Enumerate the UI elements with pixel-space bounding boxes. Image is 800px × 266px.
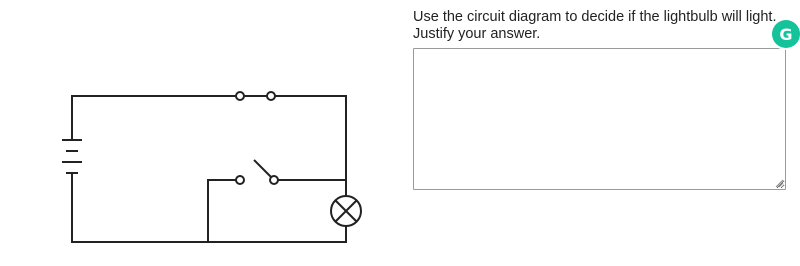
branch-vertical-wire	[208, 180, 236, 242]
answer-textarea[interactable]	[413, 48, 786, 190]
lightbulb	[331, 196, 361, 226]
grammarly-icon[interactable]	[772, 20, 800, 48]
question-prompt: Use the circuit diagram to decide if the lightbulb will light. Justify your answer.	[413, 9, 777, 42]
open-switch	[236, 160, 278, 184]
grammarly-glyph: G	[779, 24, 793, 44]
battery	[62, 140, 82, 173]
closed-switch	[236, 92, 275, 100]
